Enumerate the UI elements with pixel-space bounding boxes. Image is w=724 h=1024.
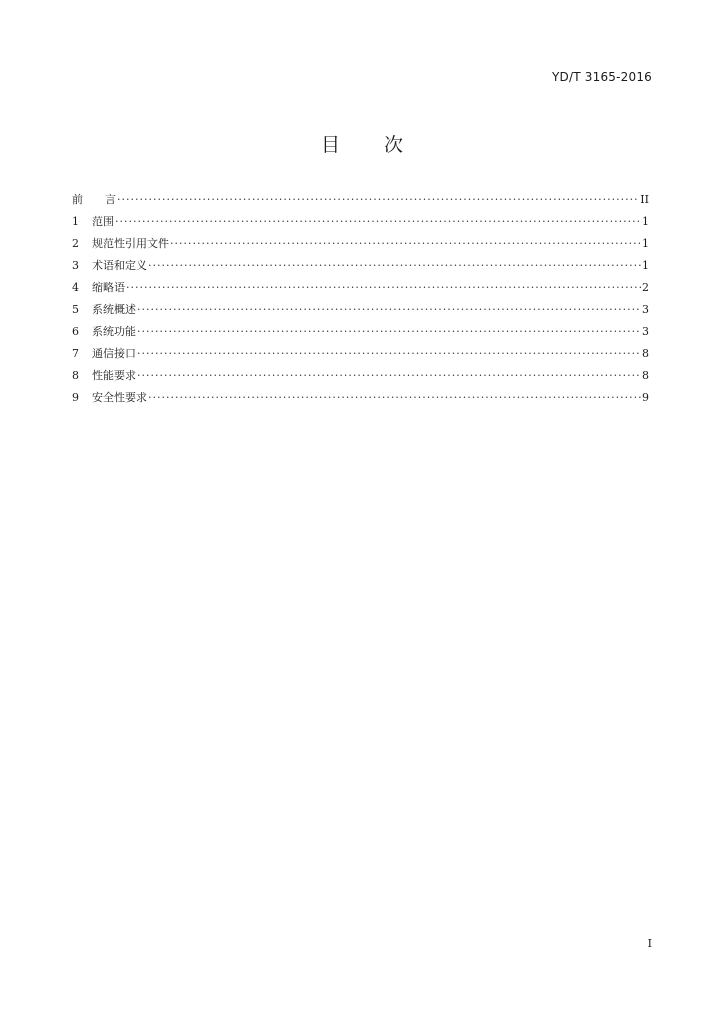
toc-entry-page: 2 [642, 281, 649, 294]
toc-entry-number: 5 [72, 303, 79, 316]
toc-entry-page: 3 [642, 303, 649, 316]
toc-leader-dots [137, 369, 641, 383]
toc-entry-label: 安全性要求 [92, 391, 147, 404]
toc-entry-7[interactable] [72, 347, 649, 369]
toc-entry-foreword[interactable] [72, 193, 649, 215]
toc-entry-4[interactable] [72, 281, 649, 303]
page-number: I [647, 937, 652, 950]
toc-leader-dots [137, 325, 641, 339]
toc-entry-number: 1 [72, 215, 79, 228]
table-of-contents [72, 193, 649, 413]
toc-entry-label: 前言 [72, 193, 116, 206]
toc-entry-8[interactable] [72, 369, 649, 391]
title-char-1: 目 [320, 134, 340, 156]
toc-entry-3[interactable] [72, 259, 649, 281]
toc-entry-label: 范围 [92, 215, 114, 228]
toc-leader-dots [137, 303, 641, 317]
toc-entry-label: 系统功能 [92, 325, 136, 338]
toc-entry-number: 7 [72, 347, 79, 360]
toc-entry-9[interactable] [72, 391, 649, 413]
toc-entry-number: 8 [72, 369, 79, 382]
title-char-2: 次 [384, 134, 404, 156]
toc-entry-label: 术语和定义 [92, 259, 147, 272]
toc-leader-dots [148, 259, 641, 273]
toc-entry-page: 1 [642, 215, 649, 228]
toc-entry-number: 9 [72, 391, 79, 404]
toc-entry-page: 1 [642, 237, 649, 250]
toc-entry-page: 8 [642, 347, 649, 360]
toc-entry-label: 通信接口 [92, 347, 136, 360]
toc-entry-label: 缩略语 [92, 281, 125, 294]
toc-entry-2[interactable] [72, 237, 649, 259]
toc-entry-label: 规范性引用文件 [92, 237, 169, 250]
page-title [0, 130, 724, 157]
toc-entry-5[interactable] [72, 303, 649, 325]
toc-entry-label: 性能要求 [92, 369, 136, 382]
standard-code: YD/T 3165-2016 [552, 70, 652, 84]
toc-leader-dots [148, 391, 641, 405]
toc-entry-page: 1 [642, 259, 649, 272]
toc-leader-dots [126, 281, 641, 295]
toc-entry-number: 3 [72, 259, 79, 272]
toc-leader-dots [117, 193, 639, 207]
toc-entry-page: 9 [642, 391, 649, 404]
toc-entry-page: II [640, 193, 649, 206]
toc-entry-number: 6 [72, 325, 79, 338]
toc-leader-dots [137, 347, 641, 361]
toc-entry-1[interactable] [72, 215, 649, 237]
toc-entry-6[interactable] [72, 325, 649, 347]
toc-leader-dots [115, 215, 641, 229]
toc-entry-number: 4 [72, 281, 79, 294]
toc-entry-page: 8 [642, 369, 649, 382]
toc-entry-number: 2 [72, 237, 79, 250]
toc-entry-page: 3 [642, 325, 649, 338]
toc-leader-dots [170, 237, 641, 251]
toc-entry-label: 系统概述 [92, 303, 136, 316]
